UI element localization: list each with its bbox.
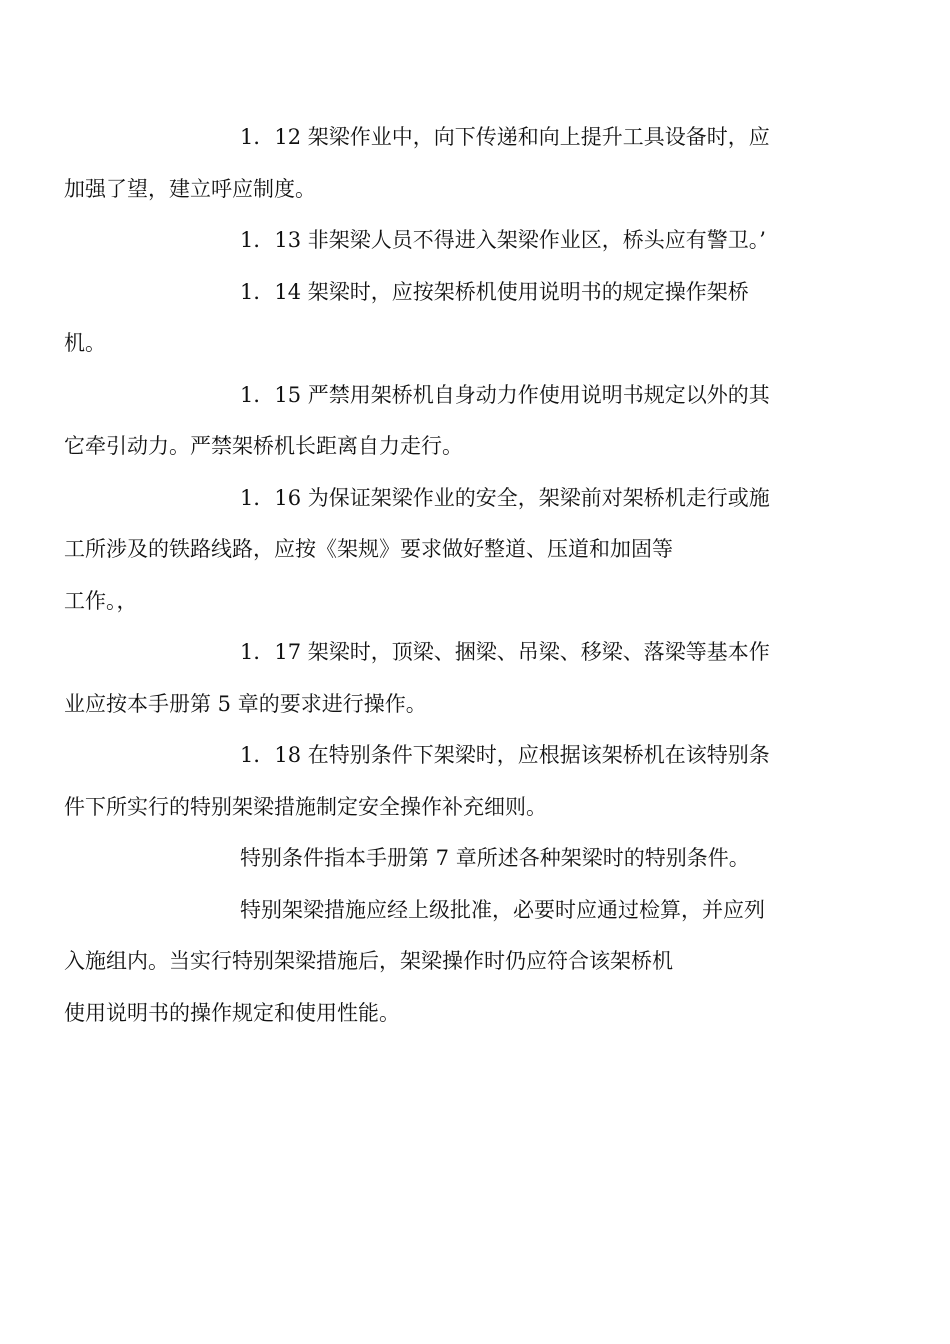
paragraph-special-measures	[64, 885, 802, 1040]
text-line: 使用说明书的操作规定和使用性能。	[64, 1000, 400, 1025]
text-line: 件下所实行的特别架梁措施制定安全操作补充细则。	[64, 794, 547, 819]
text-line: 特别条件指本手册第 7 章所述各种架梁时的特别条件。	[240, 846, 750, 870]
paragraph-special-conditions	[152, 833, 802, 885]
text-line: 机。	[64, 331, 106, 355]
paragraph-1-14	[64, 267, 802, 370]
paragraph-1-15	[64, 370, 802, 473]
text-line: 1．15 严禁用架桥机自身动力作使用说明书规定以外的其	[240, 382, 770, 407]
text-line: 1．12 架梁作业中，向下传递和向上提升工具设备时，应	[240, 125, 770, 149]
text-line: 1．13 非架梁人员不得进入架梁作业区，桥头应有警卫。’	[240, 228, 766, 252]
paragraph-1-16	[64, 473, 802, 628]
document-body	[64, 112, 802, 1039]
text-line: 加强了望，建立呼应制度。	[64, 176, 316, 201]
text-line: 1．16 为保证架梁作业的安全，架梁前对架桥机走行或施	[240, 485, 770, 510]
text-line: 1．18 在特别条件下架梁时，应根据该架桥机在该特别条	[240, 743, 770, 767]
text-line: 特别架梁措施应经上级批准，必要时应通过检算，并应列	[240, 897, 765, 922]
text-line: 工作。，	[64, 588, 138, 613]
text-line: 业应按本手册第 5 章的要求进行操作。	[64, 691, 427, 716]
text-line: 工所涉及的铁路线路，应按《架规》要求做好整道、压道和加固等	[64, 537, 673, 561]
text-line: 1．17 架梁时，顶梁、捆梁、吊梁、移梁、落梁等基本作	[240, 640, 770, 664]
paragraph-1-13	[152, 215, 802, 267]
text-line: 1．14 架梁时，应按架桥机使用说明书的规定操作架桥	[240, 279, 749, 304]
text-line: 入施组内。当实行特别架梁措施后，架梁操作时仍应符合该架桥机	[64, 949, 673, 973]
paragraph-1-12	[64, 112, 802, 215]
paragraph-1-18	[64, 730, 802, 833]
text-line: 它牵引动力。严禁架桥机长距离自力走行。	[64, 434, 463, 458]
paragraph-1-17	[64, 627, 802, 730]
